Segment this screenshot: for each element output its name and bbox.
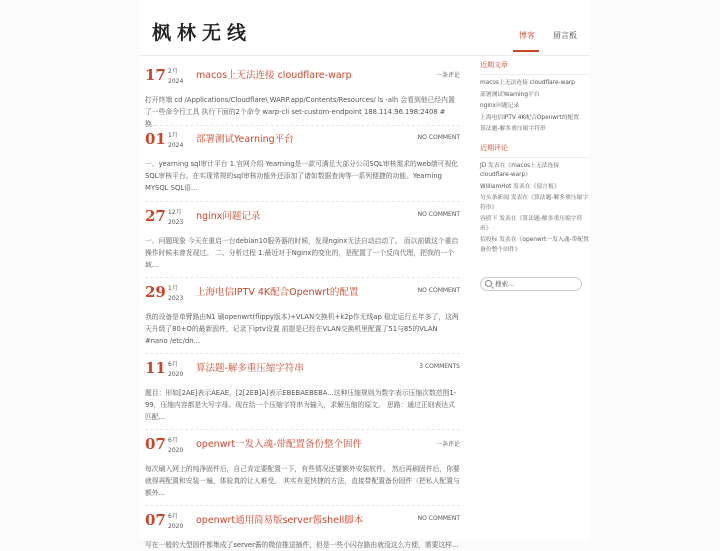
post-year: 2020 [168,447,184,454]
post-comments-link[interactable]: 一条评论 [435,72,460,79]
nav-active-indicator [513,50,539,52]
post-excerpt: 一、问题现象 今天在重启一台debian10服务器的时候，发现nginx无法自动启动了。 而以前做这个重启操作时候未曾发现过。 二、分析过程 1.最近对于Nginx的变化的，是配置了一个反向代理，把我的一个域... [145,237,459,269]
post-year: 2023 [168,219,184,226]
post-item [145,201,460,271]
post-day: 27 [145,207,166,225]
recent-post-link[interactable]: macos上无法连接 cloudflare-warp [480,80,575,86]
recent-post-link[interactable]: nginx问题记录 [480,103,520,109]
post-day: 07 [145,435,166,453]
post-title-link[interactable]: nginx问题记录 [196,211,261,222]
recent-comments-list [480,162,590,256]
post-year: 2024 [168,142,184,149]
post-year: 2020 [168,371,184,378]
post-excerpt: 题目：形如[2AE]表示AEAE，[2[2EB]A]表示EBEBAEBEBA...这种压缩规则为数字表示压缩次数范围1-99，压缩内容都是大写字母。现在给一个压缩字符串为输入，求解压缩的原文。 思路：通过正则表达式匹配... [145,389,457,421]
post-comments-link[interactable]: 3 COMMENTS [419,363,460,370]
post-month: 6月 [168,437,178,444]
post-item [145,60,460,130]
post-month: 1月 [168,285,178,292]
recent-posts-title: 近期文章 [480,60,590,75]
recent-comment-link[interactable]: JD 发表在《macos上无法连接 cloudflare-warp》 [480,162,560,178]
nav-guestbook[interactable]: 留言板 [553,31,577,40]
post-day: 17 [145,66,166,84]
post-excerpt: 每次刷入网上的纯净固件后，自己肯定要配置一下，有些情况还要额外安装软件。 然后再刷固件后，你要就得再配置和安装一遍，体验真的让人难受。 其实有更快捷的方法，直接带配置备份固件（把私人配置与额外... [145,465,460,497]
post-month: 6月 [168,513,178,520]
post-month: 6月 [168,361,178,368]
recent-posts-list [480,79,590,135]
post-day: 01 [145,130,166,148]
post-excerpt: 我的设备是单臂路由N1 刷openwrt(flippy版本)+VLAN交换机+k2p作无线ap 稳定运行五年多了，这两天升级了80+O的最新固件，记录下iptv设置 前提是已经在VLAN交换机里配置了51与85的VLAN #nano /etc/dn... [145,313,459,345]
recent-comment-link[interactable]: 容质下 发表在《算法题-解多重压缩字符串》 [480,216,583,232]
sidebar [480,60,590,257]
post-month: 2月 [168,68,178,75]
post-year: 2024 [168,78,184,85]
post-comments-link[interactable]: NO COMMENT [417,287,460,294]
post-item [145,124,460,194]
post-item [145,505,460,551]
recent-comments-title: 近期评论 [480,143,590,158]
post-title-link[interactable]: 上海电信IPTV 4K配合Openwrt的配置 [196,287,359,298]
post-comments-link[interactable]: 一条评论 [435,441,460,448]
post-title-link[interactable]: openwrt一发入魂-带配置备份整个固件 [196,439,363,450]
post-month: 1月 [168,132,178,139]
recent-comment-link[interactable]: 招投标 发表在《openwrt一发入魂-带配置备份整个固件》 [480,237,589,253]
recent-post-link[interactable]: 算法题-解多重压缩字符串 [480,126,546,132]
post-year: 2023 [168,295,184,302]
post-title-link[interactable]: openwrt通用简易版server酱shell脚本 [196,515,364,526]
post-day: 07 [145,511,166,529]
post-excerpt: 写在一般的大型固件都集成了server酱的微信推送插件，但是一些小闪存路由就没这么方便，需要这样... [145,541,459,549]
post-title-link[interactable]: 算法题-解多重压缩字符串 [196,363,304,374]
site-logo[interactable]: 枫林无线 [152,22,253,44]
search-box [480,277,582,291]
nav-blog[interactable]: 博客 [519,31,535,40]
post-month: 12月 [168,209,182,216]
post-comments-link[interactable]: NO COMMENT [417,515,460,522]
post-year: 2020 [168,523,184,530]
post-item [145,429,460,499]
search-input[interactable] [495,279,579,289]
post-comments-link[interactable]: NO COMMENT [417,134,460,141]
post-excerpt: 打开终端 cd /Applications/Cloudflare\ WARP.app/Contents/Resources/ ls -alh 会看到他已经内置了一些命令行工具 执行下面的2个命令 warp-cli set-custom-endpoint 188.114.96.198:2408 # 换... [145,96,455,128]
post-excerpt: 一、yearning sql审计平台 1.官网介绍 Yearning是一款可满足大部分公司SQL审核需求的web端可视化SQL审核平台。在实现常规的sql审核功能外还添加了诸如数据查询等一系列便捷的功能。Yearning MYSQL SQL语... [145,160,459,192]
post-day: 11 [145,359,166,377]
post-title-link[interactable]: 部署测试Yearning平台 [196,134,294,145]
search-icon[interactable] [485,280,492,287]
recent-post-link[interactable]: 部署测试Yearning平台 [480,91,540,98]
site-header [140,0,590,56]
post-title-link[interactable]: macos上无法连接 cloudflare-warp [196,70,352,81]
recent-comment-link[interactable]: WilliamHot 发表在《留言板》 [480,183,560,190]
post-item [145,353,460,423]
recent-comment-link[interactable]: 匀头条新闻 发表在《算法题-解多重压缩字符串》 [480,195,589,211]
post-comments-link[interactable]: NO COMMENT [417,211,460,218]
post-item [145,277,460,347]
post-day: 29 [145,283,166,301]
recent-post-link[interactable]: 上海电信IPTV 4K配合Openwrt的配置 [480,114,580,121]
